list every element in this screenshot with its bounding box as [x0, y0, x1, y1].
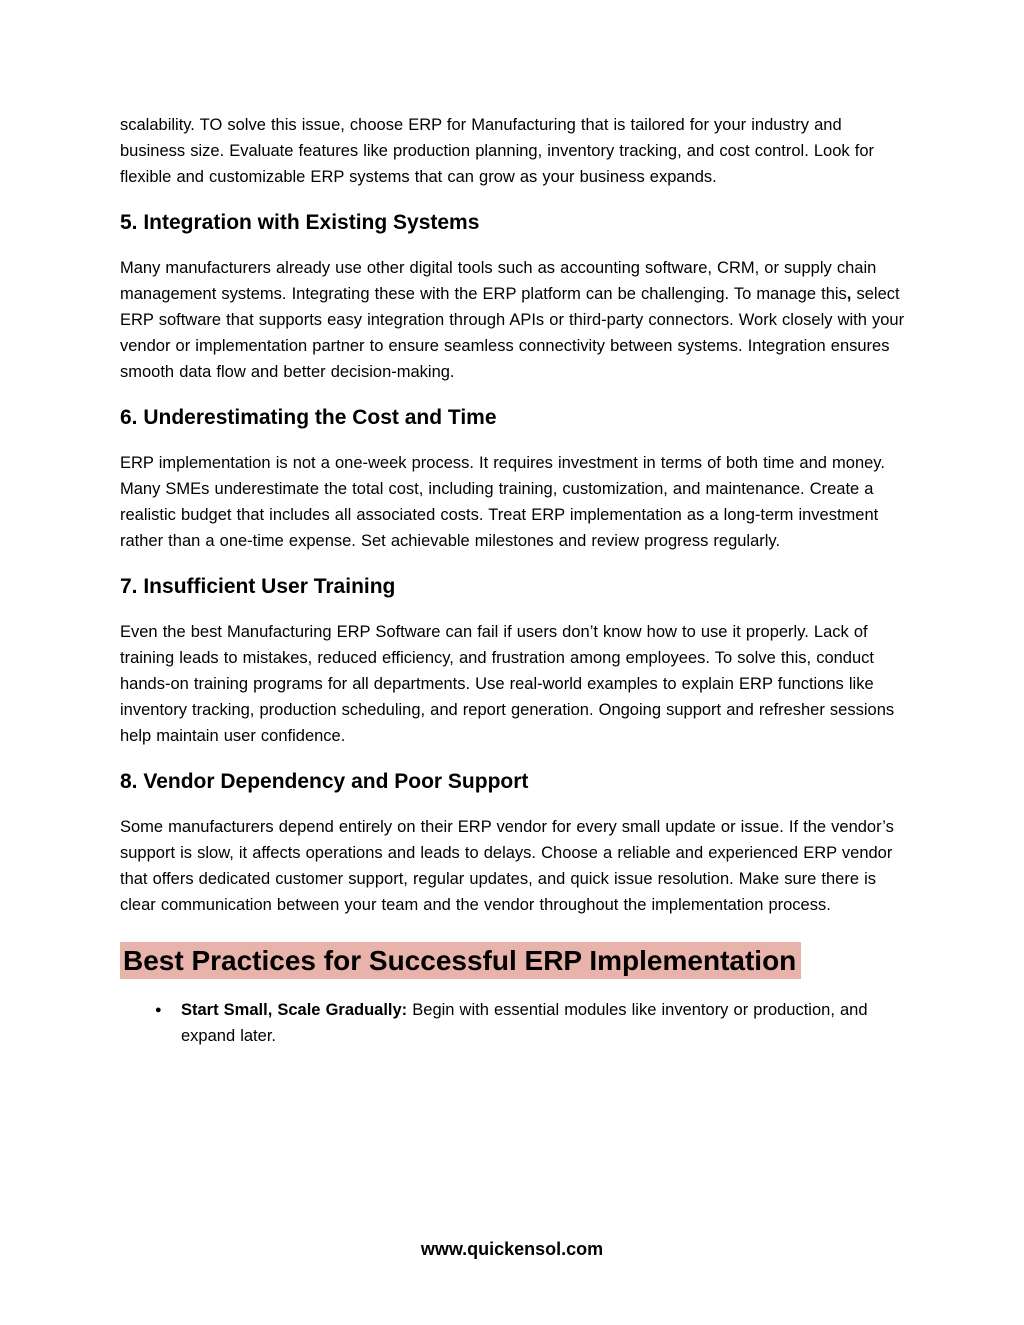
section-paragraph-integration — [120, 255, 910, 385]
list-item — [120, 997, 910, 1049]
section-user-training — [120, 572, 910, 749]
section-heading-cost-time: 6. Underestimating the Cost and Time — [120, 406, 497, 429]
best-practices-heading — [120, 941, 910, 981]
text-run: Some manufacturers depend entirely on their ERP vendor for every small update or issue. If the vendor’s support is slow, it affects operations and leads to delays. Choose a reliable and experienced ERP vendor that offers dedicated customer support, regular updates, and quick issue resolution. Make sure there is clear communication between your team and the vendor throughout the implementation process. — [120, 818, 894, 914]
section-paragraph-vendor-dependency — [120, 814, 910, 918]
section-integration — [120, 208, 910, 385]
best-practices-list — [120, 997, 910, 1049]
text-run: select ERP software that supports easy integration through APIs or third-party connectors. Work closely with your vendor or implementation partner to ensure seamless connectivity between systems. Integration ensures smooth data flow and better decision-making. — [120, 285, 905, 381]
section-cost-time — [120, 403, 910, 554]
section-heading-integration: 5. Integration with Existing Systems — [120, 211, 480, 234]
footer-url: www.quickensol.com — [420, 1239, 604, 1259]
intro-paragraph: scalability. TO solve this issue, choose ERP for Manufacturing that is tailored for your industry and business size. Evaluate features like production planning, inventory tracking, and cost control. Look for flexible and customizable ERP systems that can grow as your business expands. — [120, 116, 875, 186]
text-run: ERP implementation is not a one-week process. It requires investment in terms of both time and money. Many SMEs underestimate the total cost, including training, customization, and maintenance. Create a realistic budget that includes all associated costs. Treat ERP implementation as a long-term investment rather than a one-time expense. Set achievable milestones and review progress regularly. — [120, 454, 885, 550]
bullet-body-text: Begin with essential modules like inventory or production, and expand later. — [181, 1001, 868, 1045]
text-run-bold: , — [846, 285, 852, 303]
document-content — [120, 112, 910, 1049]
section-heading-vendor-dependency: 8. Vendor Dependency and Poor Support — [120, 770, 529, 793]
highlighted-heading-text: Best Practices for Successful ERP Implementation — [120, 942, 801, 979]
section-paragraph-cost-time — [120, 450, 910, 554]
section-paragraph-user-training — [120, 619, 910, 749]
text-run: Many manufacturers already use other digital tools such as accounting software, CRM, or supply chain management systems. Integrating these with the ERP platform can be challenging. To manage this — [120, 259, 877, 303]
text-run: Even the best Manufacturing ERP Software can fail if users don’t know how to use it properly. Lack of training leads to mistakes, reduced efficiency, and frustration among employees. To solve this, conduct hands-on training programs for all departments. Use real-world examples to explain ERP functions like inventory tracking, production scheduling, and report generation. Ongoing support and refresher sessions help maintain user confidence. — [120, 623, 895, 745]
section-vendor-dependency — [120, 767, 910, 918]
bullet-lead-text: Start Small, Scale Gradually: — [181, 1001, 408, 1019]
section-heading-user-training: 7. Insufficient User Training — [120, 575, 396, 598]
page-footer — [0, 1236, 1024, 1262]
